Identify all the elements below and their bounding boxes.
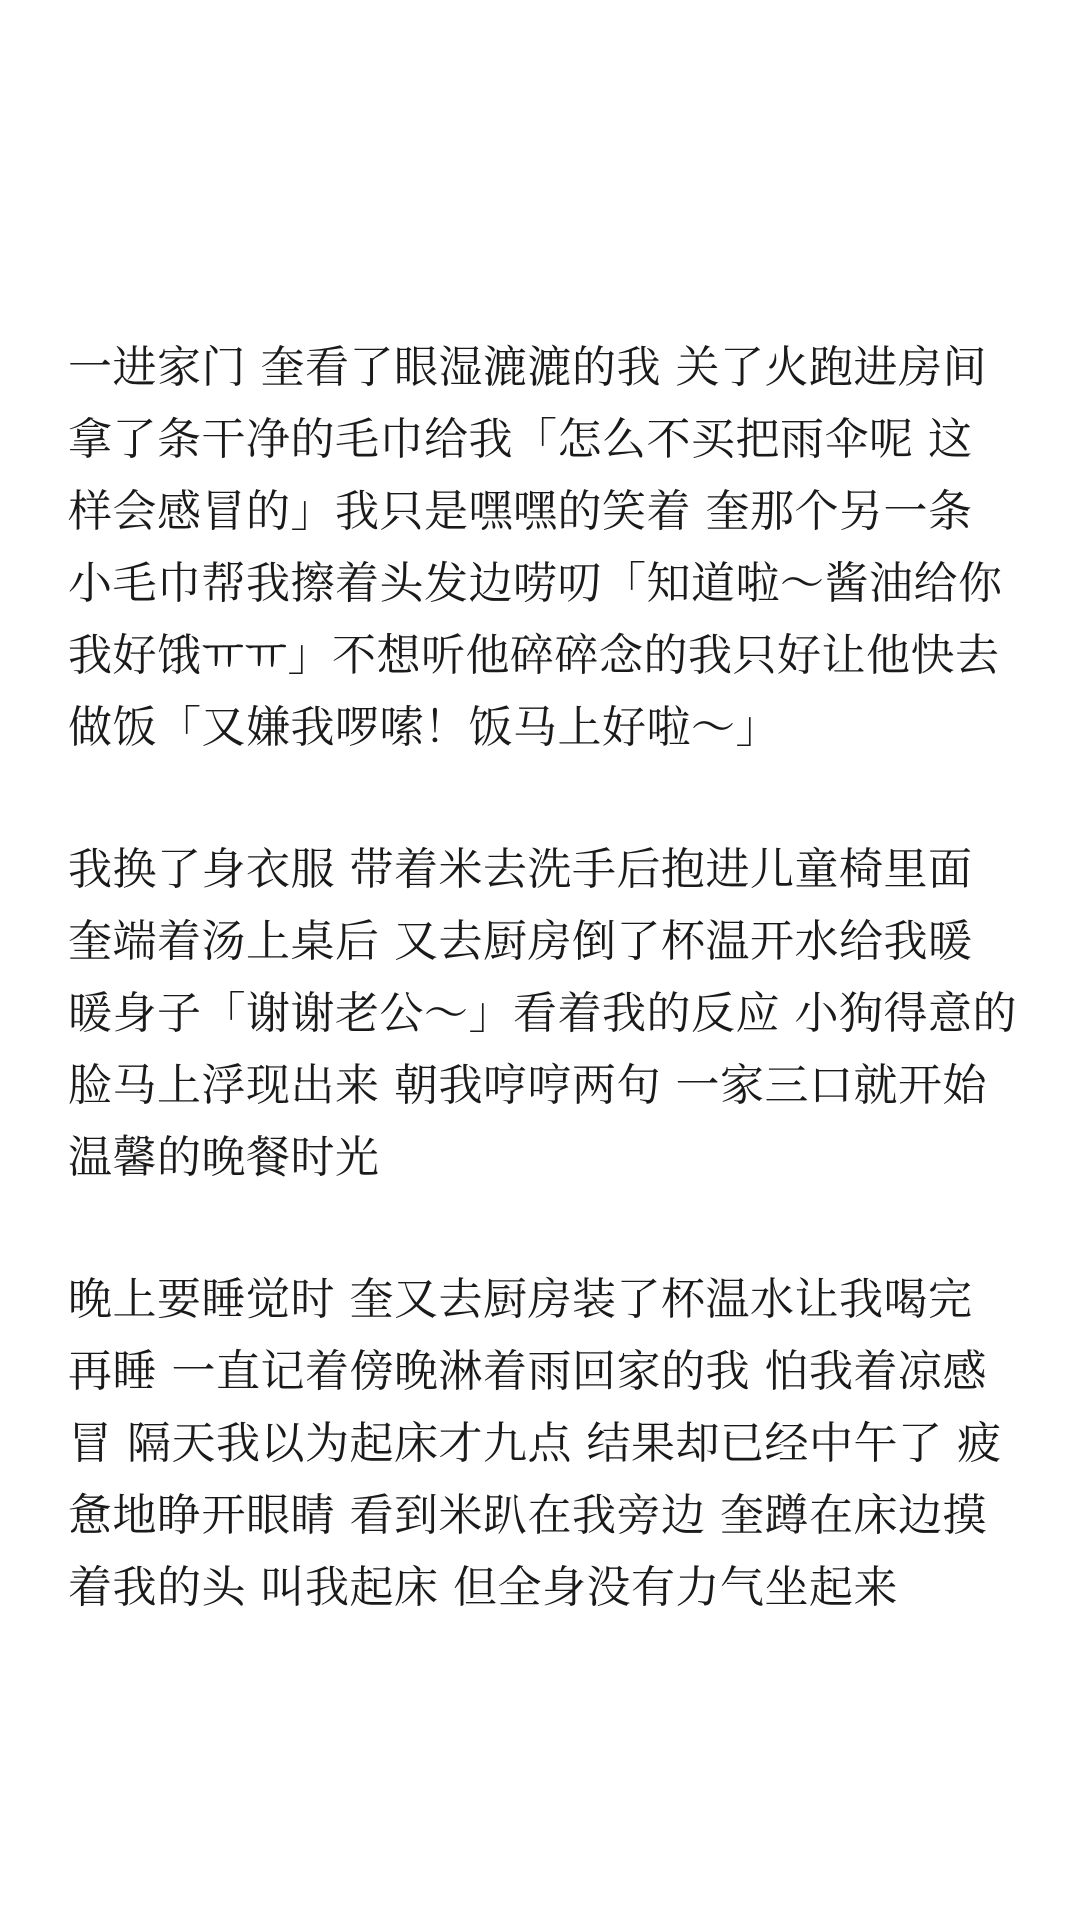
text-line: 一进家门 奎看了眼湿漉漉的我 关了火跑进房间 (68, 342, 987, 393)
paragraph-3 (68, 1264, 1028, 1624)
paragraph-2 (68, 834, 1028, 1194)
text-line: 晚上要睡觉时 奎又去厨房装了杯温水让我喝完 (68, 1274, 973, 1325)
text-line: 冒 隔天我以为起床才九点 结果却已经中午了 疲 (68, 1418, 1002, 1469)
text-content (68, 332, 1028, 1694)
text-line: 我好饿ㅠㅠ」不想听他碎碎念的我只好让他快去 (68, 630, 1000, 681)
text-line: 暖身子「谢谢老公～」看着我的反应 小狗得意的 (68, 988, 1017, 1039)
text-line: 惫地睁开眼睛 看到米趴在我旁边 奎蹲在床边摸 (68, 1490, 987, 1541)
text-line: 样会感冒的」我只是嘿嘿的笑着 奎那个另一条 (68, 486, 973, 537)
text-line: 拿了条干净的毛巾给我「怎么不买把雨伞呢 这 (68, 414, 973, 465)
text-line: 再睡 一直记着傍晚淋着雨回家的我 怕我着凉感 (68, 1346, 987, 1397)
text-line: 着我的头 叫我起床 但全身没有力气坐起来 (68, 1562, 898, 1613)
text-line: 做饭「又嫌我啰嗦！饭马上好啦～」 (68, 702, 780, 753)
text-line: 脸马上浮现出来 朝我哼哼两句 一家三口就开始 (68, 1060, 987, 1111)
text-line: 奎端着汤上桌后 又去厨房倒了杯温开水给我暖 (68, 916, 973, 967)
paragraph-1 (68, 332, 1028, 764)
text-line: 我换了身衣服 带着米去洗手后抱进儿童椅里面 (68, 844, 973, 895)
text-line: 温馨的晚餐时光 (68, 1132, 380, 1183)
text-line: 小毛巾帮我擦着头发边唠叨「知道啦～酱油给你 (68, 558, 1003, 609)
